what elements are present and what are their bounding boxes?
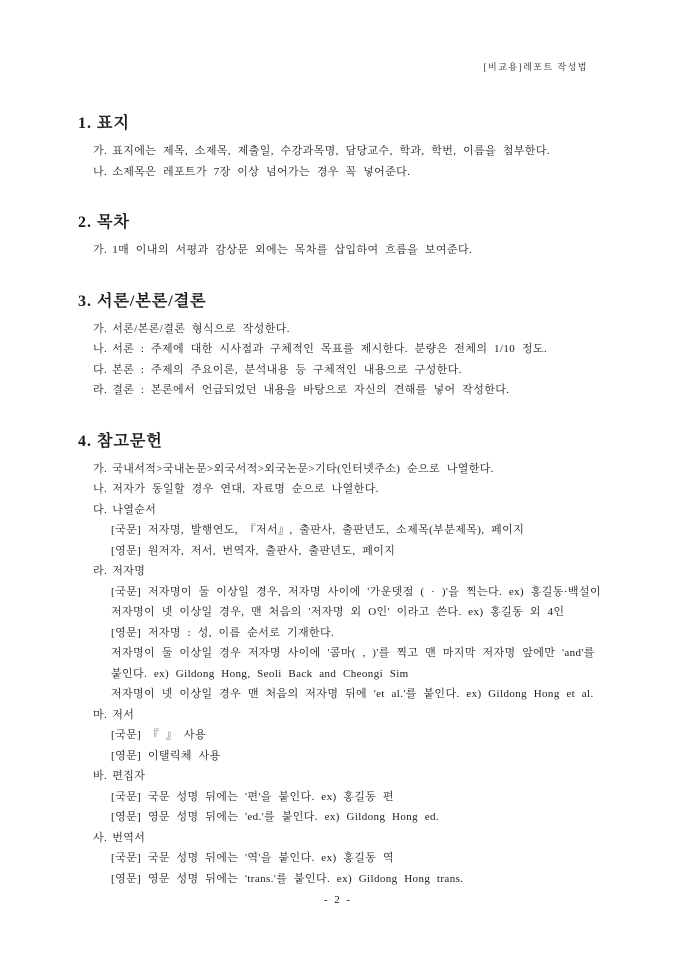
section-heading [78, 428, 598, 451]
sub-list-item: [국문] 『 』 사용 [111, 729, 206, 741]
item-label: 나. [93, 343, 108, 355]
list-item [78, 705, 598, 726]
item-text: 저자가 동일할 경우 연대, 자료명 순으로 나열한다. [112, 483, 379, 495]
sub-list-item: [영문] 영문 성명 뒤에는 'ed.'를 붙인다. ex) Gildong Hong ed. [111, 811, 440, 823]
section-number: 4. [78, 432, 92, 450]
section-heading [78, 288, 598, 311]
item-text: 서론 : 주제에 대한 시사점과 구체적인 목표를 제시한다. 분량은 전체의 1/10 정도. [112, 343, 548, 355]
sub-list-item: [국문] 국문 성명 뒤에는 '역'을 붙인다. ex) 홍길동 역 [111, 852, 394, 864]
list-item [78, 360, 598, 381]
section-title-text: 목차 [97, 214, 130, 231]
section-number: 1. [78, 115, 92, 132]
item-text: 번역서 [112, 831, 146, 844]
item-text: 결론 : 본론에서 언급되었던 내용을 바탕으로 자신의 견해를 넣어 작성한다. [112, 384, 510, 396]
item-label: 라. [93, 565, 108, 577]
sub-list-item: 저자명이 넷 이상일 경우, 맨 처음의 '저자명 외 O인' 이라고 쓴다. ex) 홍길동 외 4인 [111, 606, 565, 618]
list-item [78, 500, 598, 521]
sub-list-item: [영문] 이탤릭체 사용 [111, 749, 221, 762]
list-item [78, 162, 598, 183]
sub-list-item: 저자명이 둘 이상일 경우 저자명 사이에 '콤마( , )'를 찍고 맨 마지막 저자명 앞에만 'and'를 [111, 647, 595, 659]
list-item [78, 240, 598, 261]
section-references [78, 428, 601, 890]
item-text: 편집자 [112, 770, 146, 782]
sub-list-item: [국문] 저자명, 발행연도, 『저서』, 출판사, 출판년도, 소제목(부분제목), 페이지 [111, 524, 525, 536]
item-text: 본론 : 주제의 주요이론, 분석내용 등 구체적인 내용으로 구성한다. [112, 363, 462, 376]
item-text: 국내서적>국내논문>외국서적>외국논문>기타(인터넷주소) 순으로 나열한다. [112, 462, 494, 475]
section-title-text: 표지 [97, 115, 130, 132]
list-item [78, 141, 598, 162]
section-heading [78, 110, 598, 133]
item-label: 다. [93, 363, 108, 376]
section-number: 3. [78, 292, 92, 310]
section-title-text: 서론/본론/결론 [97, 292, 207, 310]
sub-list-item: [영문] 저자명 : 성, 이름 순서로 기재한다. [111, 626, 335, 639]
item-label: 가. [93, 462, 108, 475]
item-text: 저서 [112, 708, 135, 721]
item-label: 가. [93, 145, 108, 157]
list-item [78, 561, 598, 582]
item-text: 저자명 [112, 565, 146, 577]
item-label: 바. [93, 770, 108, 782]
item-label: 나. [93, 165, 108, 178]
item-label: 마. [93, 708, 108, 721]
sub-list-item: [영문] 영문 성명 뒤에는 'trans.'를 붙인다. ex) Gildong Hong trans. [111, 872, 464, 885]
item-text: 표지에는 제목, 소제목, 제출일, 수강과목명, 담당교수, 학과, 학번, 이름을 첨부한다. [112, 145, 551, 157]
item-text: 1매 이내의 서평과 감상문 외에는 목차를 삽입하여 흐름을 보여준다. [112, 244, 473, 256]
section-heading [78, 209, 598, 232]
list-item [78, 380, 598, 401]
item-label: 사. [93, 831, 108, 844]
sub-list-item: 붙인다. ex) Gildong Hong, Seoli Back and Cheongi Sim [111, 667, 409, 680]
list-item [78, 319, 598, 340]
document-content [78, 110, 601, 916]
list-item [78, 828, 598, 849]
page-number: - 2 - [323, 894, 353, 906]
item-text: 소제목은 레포트가 7장 이상 넘어가는 경우 꼭 넣어준다. [112, 165, 411, 178]
section-cover [78, 110, 598, 182]
sub-list-item: [국문] 저자명이 둘 이상일 경우, 저자명 사이에 '가운뎃점 ( · )'을 찍는다. ex) 홍길동·백설이 [111, 585, 601, 598]
item-text: 나열순서 [112, 503, 157, 516]
header-note: [비교용]레포트 작성법 [483, 62, 588, 72]
item-label: 가. [93, 244, 108, 256]
item-text: 서론/본론/결론 형식으로 작성한다. [112, 322, 290, 335]
item-label: 라. [93, 384, 108, 396]
section-number: 2. [78, 214, 92, 231]
list-item [78, 339, 598, 360]
section-title-text: 참고문헌 [97, 432, 163, 450]
sub-list-item: [영문] 원저자, 저서, 번역자, 출판사, 출판년도, 페이지 [111, 544, 396, 557]
section-structure [78, 288, 598, 401]
list-item [78, 479, 598, 500]
item-label: 나. [93, 483, 108, 495]
sub-list-item: 저자명이 넷 이상일 경우 맨 처음의 저자명 뒤에 'et al.'를 붙인다. ex) Gildong Hong et al. [111, 688, 594, 700]
list-item [78, 459, 598, 480]
list-item [78, 766, 598, 787]
section-toc [78, 209, 598, 261]
item-label: 다. [93, 503, 108, 516]
sub-list-item: [국문] 국문 성명 뒤에는 '편'을 붙인다. ex) 홍길동 편 [111, 790, 394, 803]
item-label: 가. [93, 322, 108, 335]
